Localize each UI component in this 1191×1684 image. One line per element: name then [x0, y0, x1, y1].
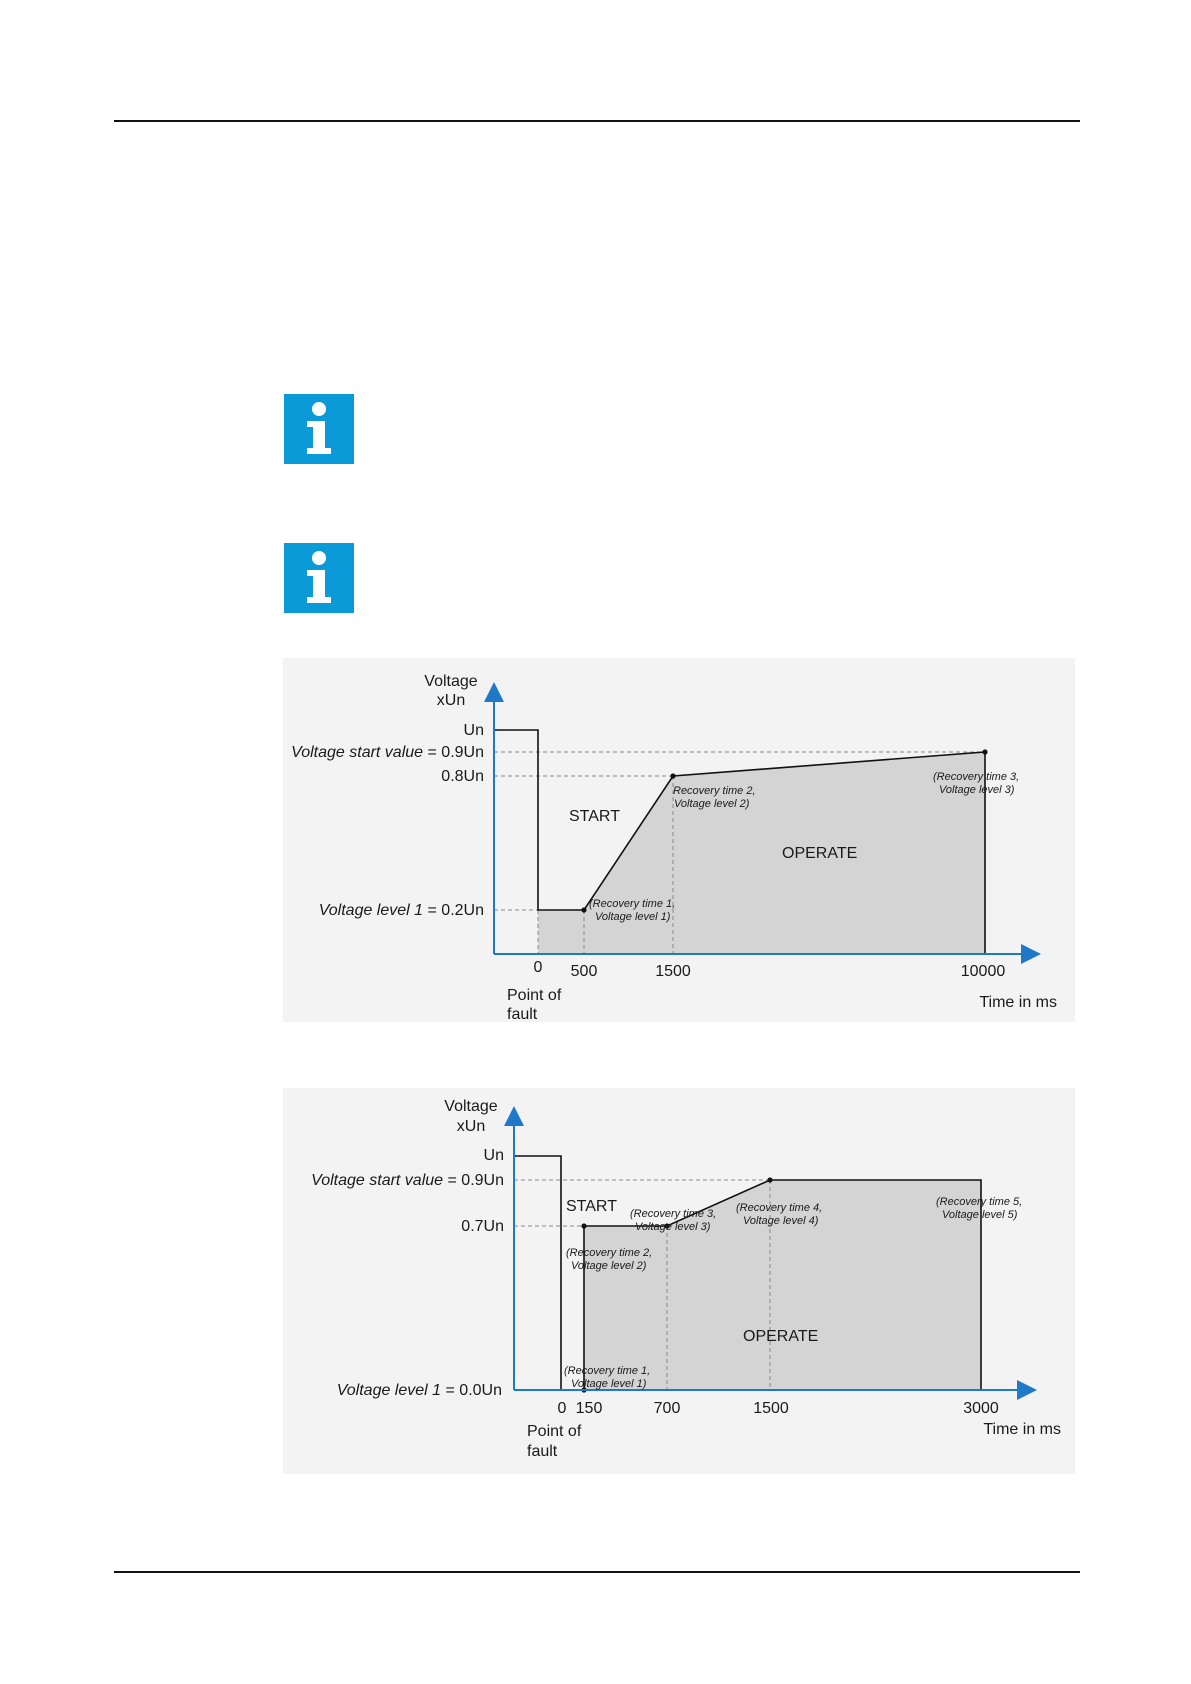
- start-label: START: [569, 808, 620, 825]
- point-of-fault-line2: fault: [507, 1006, 538, 1022]
- y-label-un: Un: [463, 722, 484, 739]
- point-of-fault-line2: fault: [527, 1443, 558, 1460]
- info-icon: [284, 394, 354, 464]
- y-label-start-value: Voltage start value = 0.9Un: [291, 744, 484, 761]
- footer-rule: [114, 1571, 1080, 1573]
- note-recovery-2: (Recovery time 2,: [566, 1247, 653, 1259]
- voltage-recovery-figure-2: [283, 1088, 1075, 1474]
- x-tick: 500: [570, 963, 598, 980]
- x-axis-title: Time in ms: [979, 994, 1057, 1011]
- note-recovery-5: Voltage level 5): [942, 1209, 1018, 1221]
- y-label-level1: Voltage level 1 = 0.2Un: [318, 902, 484, 919]
- y-label-level1: Voltage level 1 = 0.0Un: [336, 1382, 502, 1399]
- point-of-fault-line1: Point of: [507, 987, 562, 1004]
- note-recovery-4: Voltage level 4): [743, 1215, 819, 1227]
- note-recovery-3: Voltage level 3): [635, 1221, 711, 1233]
- note-recovery-1: Voltage level 1): [595, 911, 671, 923]
- operate-area: [538, 752, 985, 954]
- operate-label: OPERATE: [743, 1328, 819, 1345]
- note-recovery-3: Voltage level 3): [939, 784, 1015, 796]
- x-tick: 10000: [960, 963, 1006, 980]
- voltage-recovery-figure-1: [283, 658, 1075, 1022]
- y-axis-title-line1: Voltage: [444, 1098, 498, 1115]
- x-axis-title: Time in ms: [983, 1421, 1061, 1438]
- x-tick: 700: [653, 1400, 681, 1417]
- note-recovery-2: Recovery time 2,: [673, 785, 756, 797]
- note-recovery-2: Voltage level 2): [674, 798, 750, 810]
- x-tick: 0: [533, 959, 543, 976]
- header-rule: [114, 120, 1080, 122]
- x-tick: 3000: [963, 1400, 999, 1417]
- note-recovery-1: (Recovery time 1,: [589, 898, 676, 910]
- note-recovery-2: Voltage level 2): [571, 1260, 647, 1272]
- y-label-un: Un: [483, 1147, 504, 1164]
- y-label-start-value: Voltage start value = 0.9Un: [311, 1172, 504, 1189]
- y-axis-title-line1: Voltage: [424, 673, 478, 690]
- y-label-07un: 0.7Un: [461, 1218, 504, 1235]
- x-tick: 1500: [753, 1400, 789, 1417]
- y-axis-title-line2: xUn: [456, 1118, 486, 1135]
- note-recovery-4: (Recovery time 4,: [736, 1202, 823, 1214]
- y-label-08un: 0.8Un: [441, 768, 484, 785]
- note-recovery-3: (Recovery time 3,: [933, 771, 1020, 783]
- note-recovery-1: Voltage level 1): [571, 1378, 647, 1390]
- note-recovery-5: (Recovery time 5,: [936, 1196, 1023, 1208]
- y-axis-title-line2: xUn: [436, 692, 466, 709]
- start-label: START: [566, 1198, 617, 1215]
- x-tick: 0: [557, 1400, 567, 1417]
- point-of-fault-line1: Point of: [527, 1423, 582, 1440]
- x-tick: 1500: [655, 963, 691, 980]
- note-recovery-1: (Recovery time 1,: [564, 1365, 651, 1377]
- operate-label: OPERATE: [782, 845, 858, 862]
- info-icon: [284, 543, 354, 613]
- x-tick: 150: [575, 1400, 603, 1417]
- note-recovery-3: (Recovery time 3,: [630, 1208, 717, 1220]
